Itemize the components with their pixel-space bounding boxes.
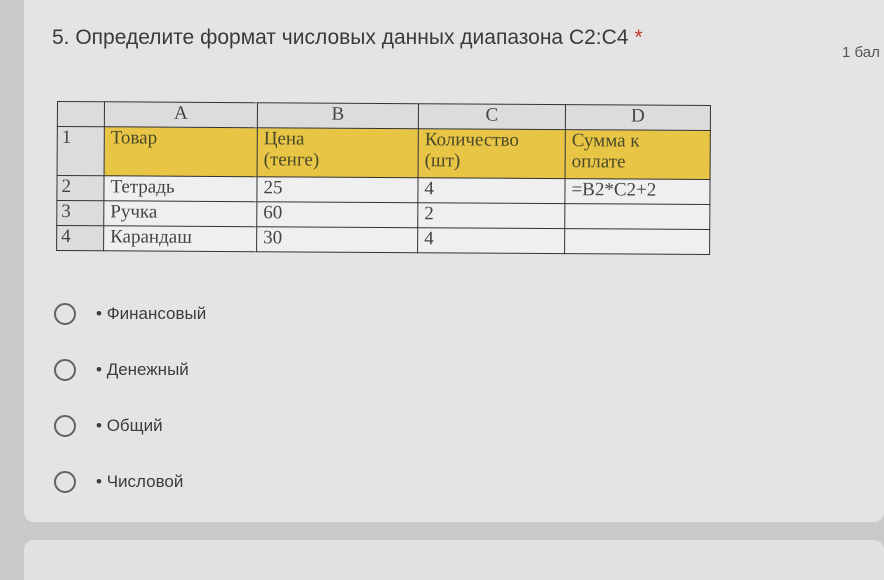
cell-text: Цена: [263, 128, 305, 150]
cell-a1: [104, 127, 257, 177]
cell-a3: Ручка: [104, 201, 257, 227]
cell-d2: =B2*C2+2: [565, 179, 710, 205]
cell-d4: [565, 229, 710, 255]
cell-text: (шт): [424, 150, 461, 172]
cell-d3: [565, 204, 710, 230]
column-header-c: C: [418, 104, 565, 130]
column-header-d: D: [565, 105, 710, 131]
required-mark: *: [634, 26, 643, 49]
option-text: Финансовый: [106, 304, 207, 323]
radio-button[interactable]: [54, 359, 76, 381]
option-label: • Финансовый: [96, 304, 207, 323]
cell-text: (тенге): [263, 149, 320, 171]
column-header-b: B: [257, 103, 418, 129]
cell-c3: 2: [418, 203, 565, 229]
option-numeric[interactable]: [54, 454, 206, 510]
cell-text: Товар: [110, 127, 158, 149]
question-text: 5. Определите формат числовых данных диапазона C2:C4: [52, 26, 629, 49]
spreadsheet-image: [56, 101, 711, 255]
cell-b2: 25: [257, 177, 418, 203]
cell-text: оплате: [571, 151, 626, 173]
option-financial[interactable]: [54, 286, 206, 342]
cell-b1: [257, 128, 418, 178]
option-text: Числовой: [106, 472, 184, 491]
row-number: 4: [57, 226, 104, 251]
cell-text: Сумма к: [571, 130, 640, 152]
option-text: Общий: [106, 416, 163, 435]
option-label: • Числовой: [96, 472, 184, 491]
question-points: 1 бал: [842, 44, 880, 61]
cell-text: Количество: [424, 129, 520, 151]
row-number: 1: [57, 127, 104, 176]
row-number: 3: [57, 201, 104, 226]
option-label: • Общий: [96, 416, 163, 435]
cell-b4: 30: [257, 227, 418, 253]
cell-c1: [418, 129, 565, 179]
radio-button[interactable]: [54, 303, 76, 325]
cell-d1: [565, 130, 710, 180]
option-label: • Денежный: [96, 360, 189, 379]
row-number: 2: [57, 176, 104, 201]
question-title: [52, 26, 643, 50]
cell-c4: 4: [418, 228, 565, 254]
next-question-card: [24, 540, 884, 580]
option-general[interactable]: [54, 398, 206, 454]
column-header-a: A: [104, 102, 257, 128]
radio-button[interactable]: [54, 471, 76, 493]
radio-button[interactable]: [54, 415, 76, 437]
cell-c2: 4: [418, 178, 565, 204]
sheet-corner: [57, 102, 104, 127]
cell-a2: Тетрадь: [104, 176, 257, 202]
option-monetary[interactable]: [54, 342, 206, 398]
answer-options: [54, 286, 206, 510]
cell-a4: Карандаш: [104, 226, 257, 252]
cell-b3: 60: [257, 202, 418, 228]
option-text: Денежный: [106, 360, 189, 379]
